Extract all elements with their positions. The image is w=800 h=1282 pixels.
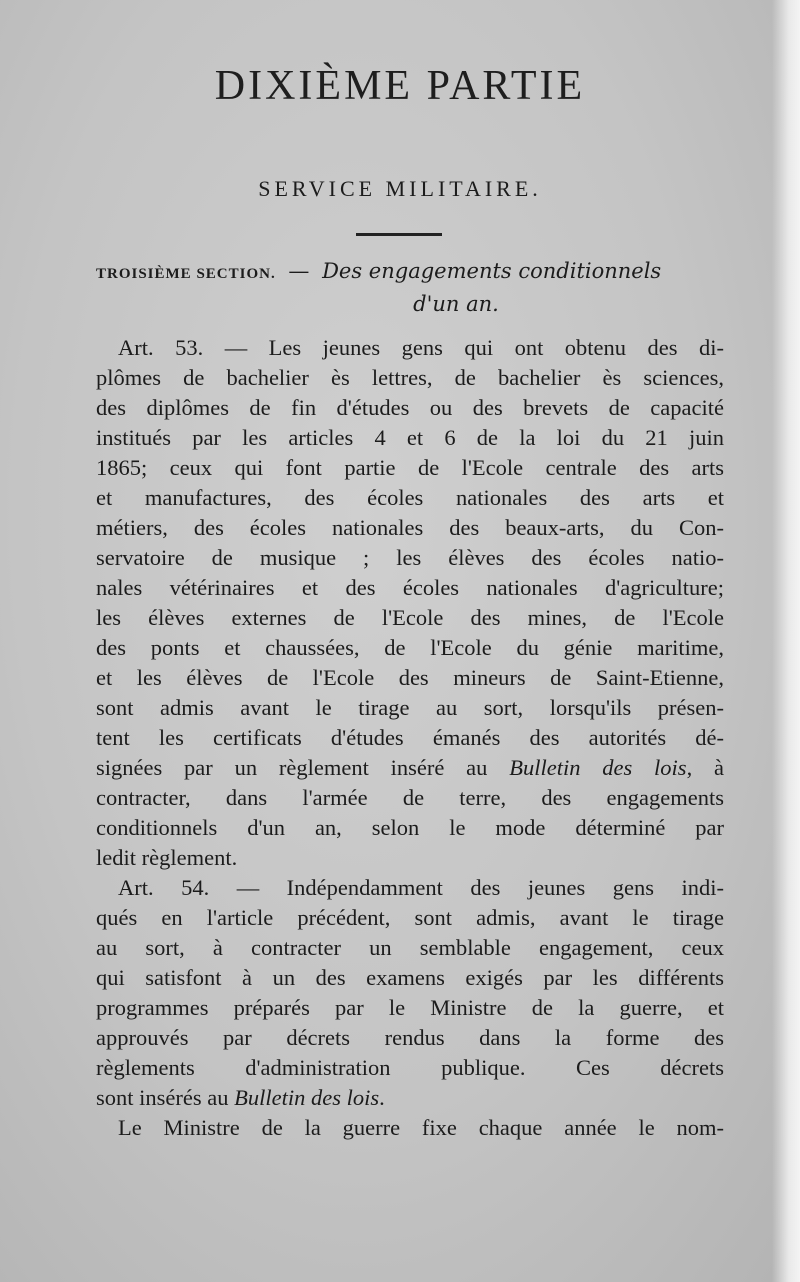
text-line: 1865; ceux qui font partie de l'Ecole centrale des arts: [96, 455, 724, 480]
text-line: et les élèves de l'Ecole des mineurs de Saint-Etienne,: [96, 665, 724, 690]
text-line: contracter, dans l'armée de terre, des engagements: [96, 785, 724, 810]
italic-title: Bulletin des lois: [509, 755, 687, 780]
part-title: DIXIÈME PARTIE: [214, 63, 586, 109]
article-text: [96, 333, 724, 1143]
section-label: TROISIÈME SECTION.: [96, 266, 276, 282]
text-line: sont admis avant le tirage au sort, lorsqu'ils présen-: [96, 695, 724, 720]
text-line: signées par un règlement inséré au Bulletin des lois, à: [96, 755, 724, 780]
text-line: Art. 53. — Les jeunes gens qui ont obtenu des di-: [118, 335, 724, 360]
text-line: des ponts et chaussées, de l'Ecole du génie maritime,: [96, 635, 724, 660]
italic-title: Bulletin des lois: [234, 1085, 380, 1110]
text-line: approuvés par décrets rendus dans la forme des: [96, 1025, 724, 1050]
text-line: des diplômes de fin d'études ou des brevets de capacité: [96, 395, 724, 420]
text-line: métiers, des écoles nationales des beaux-arts, du Con-: [96, 515, 724, 540]
text-line: programmes préparés par le Ministre de la guerre, et: [96, 995, 724, 1020]
section-dash: —: [288, 259, 310, 283]
text-line: les élèves externes de l'Ecole des mines, de l'Ecole: [96, 605, 724, 630]
section-heading-line-1: [96, 256, 726, 289]
text-line: qui satisfont à un des examens exigés par les différents: [96, 965, 724, 990]
text-line: plômes de bachelier ès lettres, de bachelier ès sciences,: [96, 365, 724, 390]
text-line: Art. 54. — Indépendamment des jeunes gens indi-: [118, 875, 724, 900]
text-line: nales vétérinaires et des écoles nationales d'agriculture;: [96, 575, 724, 600]
text-line: servatoire de musique ; les élèves des écoles natio-: [96, 545, 724, 570]
text-line: et manufactures, des écoles nationales des arts et: [96, 485, 724, 510]
text-line: règlements d'administration publique. Ces décrets: [96, 1055, 724, 1080]
divider-rule: [356, 233, 442, 236]
text-line: tent les certificats d'études émanés des autorités dé-: [96, 725, 724, 750]
text-line: Le Ministre de la guerre fixe chaque année le nom-: [118, 1115, 724, 1140]
section-title-line-1: Des engagements conditionnels: [322, 259, 662, 283]
section-heading: [96, 256, 726, 319]
text-line: conditionnels d'un an, selon le mode déterminé par: [96, 815, 724, 840]
text-line: au sort, à contracter un semblable engagement, ceux: [96, 935, 724, 960]
text-line: institués par les articles 4 et 6 de la loi du 21 juin: [96, 425, 724, 450]
section-title-line-2: d'un an.: [413, 292, 499, 316]
text-line: sont insérés au Bulletin des lois.: [96, 1085, 385, 1110]
text-line: qués en l'article précédent, sont admis, avant le tirage: [96, 905, 724, 930]
service-title: SERVICE MILITAIRE.: [258, 176, 542, 201]
text-line: ledit règlement.: [96, 845, 238, 870]
